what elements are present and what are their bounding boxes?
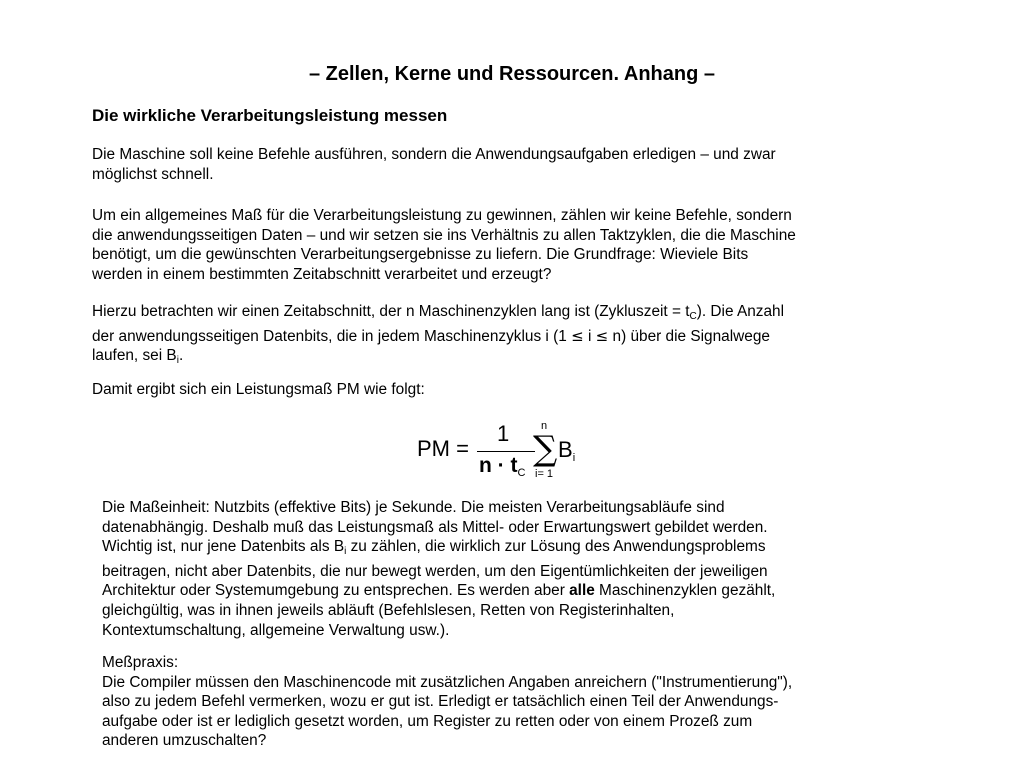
emphasis: alle <box>569 582 595 600</box>
text-line: Meßpraxis: <box>102 654 179 671</box>
text-line: möglichst schnell. <box>92 165 214 183</box>
paragraph-unit <box>102 498 952 640</box>
sum-lower-limit: i= 1 <box>535 468 554 480</box>
page-title: – Zellen, Kerne und Ressourcen. Anhang – <box>308 63 715 85</box>
subscript: C <box>689 311 697 322</box>
text-line: Die Compiler müssen den Maschinencode mit zusätzlichen Angaben anreichern ("Instrumentierung"), <box>102 673 793 691</box>
sigma-icon: ∑ <box>533 429 558 469</box>
text-run: zu zählen, die wirklich zur Lösung des Anwendungsproblems <box>346 538 766 556</box>
text-line <box>92 346 942 371</box>
less-equal-symbol: ≤ <box>595 326 609 345</box>
paragraph-intro <box>92 145 942 184</box>
text-run: Architektur oder Systemumgebung zu entsprechen. Es werden aber <box>102 582 570 600</box>
subscript: i <box>344 546 347 558</box>
text-line: benötigt, um die gewünschten Verarbeitungsergebnisse zu liefern. Die Grundfrage: Wieviele Bits <box>92 246 749 264</box>
text-run: laufen, sei B <box>92 347 177 365</box>
paragraph-measure <box>92 206 942 284</box>
text-line <box>102 537 952 562</box>
text-line: Damit ergibt sich ein Leistungsmaß PM wie folgt: <box>92 381 425 398</box>
term-subscript: i <box>572 452 576 464</box>
text-run: Hierzu betrachten wir einen Zeitabschnitt, der n Maschinenzyklen lang ist (Zykluszeit = t <box>92 303 690 320</box>
text-line: werden in einem bestimmten Zeitabschnitt verarbeitet und erzeugt? <box>92 265 552 283</box>
text-line <box>92 327 942 347</box>
text-run: der anwendungsseitigen Datenbits, die in jedem Maschinenzyklus i (1 <box>92 327 572 345</box>
text-run: Wichtig ist, nur jene Datenbits als B <box>102 538 345 556</box>
text-run: . <box>178 347 184 365</box>
text-run: n) über die Signalwege <box>608 327 770 345</box>
fraction-bar <box>477 451 535 452</box>
text-line: gleichgültig, was in ihnen jeweils abläuft (Befehlslesen, Retten von Registerinhalten, <box>102 601 675 619</box>
text-line: Die Maschine soll keine Befehle ausführen, sondern die Anwendungsaufgaben erledigen – und zwar <box>92 146 776 163</box>
text-line: datenabhängig. Deshalb muß das Leistungsmaß als Mittel- oder Erwartungswert gebildet werden. <box>102 518 768 536</box>
formula-pm <box>415 420 585 485</box>
denominator-text: n · t <box>479 454 518 477</box>
text-line: beitragen, nicht aber Datenbits, die nur bewegt werden, um den Eigentümlichkeiten der jeweiligen <box>102 562 768 580</box>
text-line: aufgabe oder ist er lediglich gesetzt worden, um Register zu retten oder von einem Prozeß zum <box>102 712 753 730</box>
formula-numerator: 1 <box>497 421 510 446</box>
term-text: B <box>558 437 573 462</box>
text-line: Die Maßeinheit: Nutzbits (effektive Bits) je Sekunde. Die meisten Verarbeitungsabläufe sind <box>102 499 725 516</box>
text-line: die anwendungsseitigen Daten – und wir setzen sie ins Verhältnis zu allen Taktzyklen, die die Maschine <box>92 226 796 244</box>
denominator-subscript: C <box>517 467 526 479</box>
formula-denominator <box>479 453 525 486</box>
text-line <box>92 302 942 327</box>
formula-term <box>558 438 575 470</box>
text-line: also zu jedem Befehl vermerken, wozu er gut ist. Erledigt er tatsächlich einen Teil der Anwendungs- <box>102 693 779 711</box>
paragraph-definition <box>92 302 942 371</box>
less-equal-symbol: ≤ <box>571 326 584 345</box>
text-run: i <box>583 327 596 345</box>
text-line <box>102 581 952 601</box>
paragraph-formula-intro <box>92 380 942 400</box>
text-line: Um ein allgemeines Maß für die Verarbeitungsleistung zu gewinnen, zählen wir keine Befehle, sondern <box>92 207 792 224</box>
sum-upper-limit: n <box>541 420 548 432</box>
text-run: ). Die Anzahl <box>696 303 785 320</box>
section-heading: Die wirkliche Verarbeitungsleistung messen <box>92 106 448 125</box>
subscript: i <box>176 355 179 367</box>
paragraph-practice <box>102 653 952 751</box>
text-run: Maschinenzyklen gezählt, <box>594 582 776 600</box>
formula-lhs: PM = <box>417 436 469 461</box>
text-line: Kontextumschaltung, allgemeine Verwaltung usw.). <box>102 621 450 639</box>
text-line: anderen umzuschalten? <box>102 732 267 750</box>
